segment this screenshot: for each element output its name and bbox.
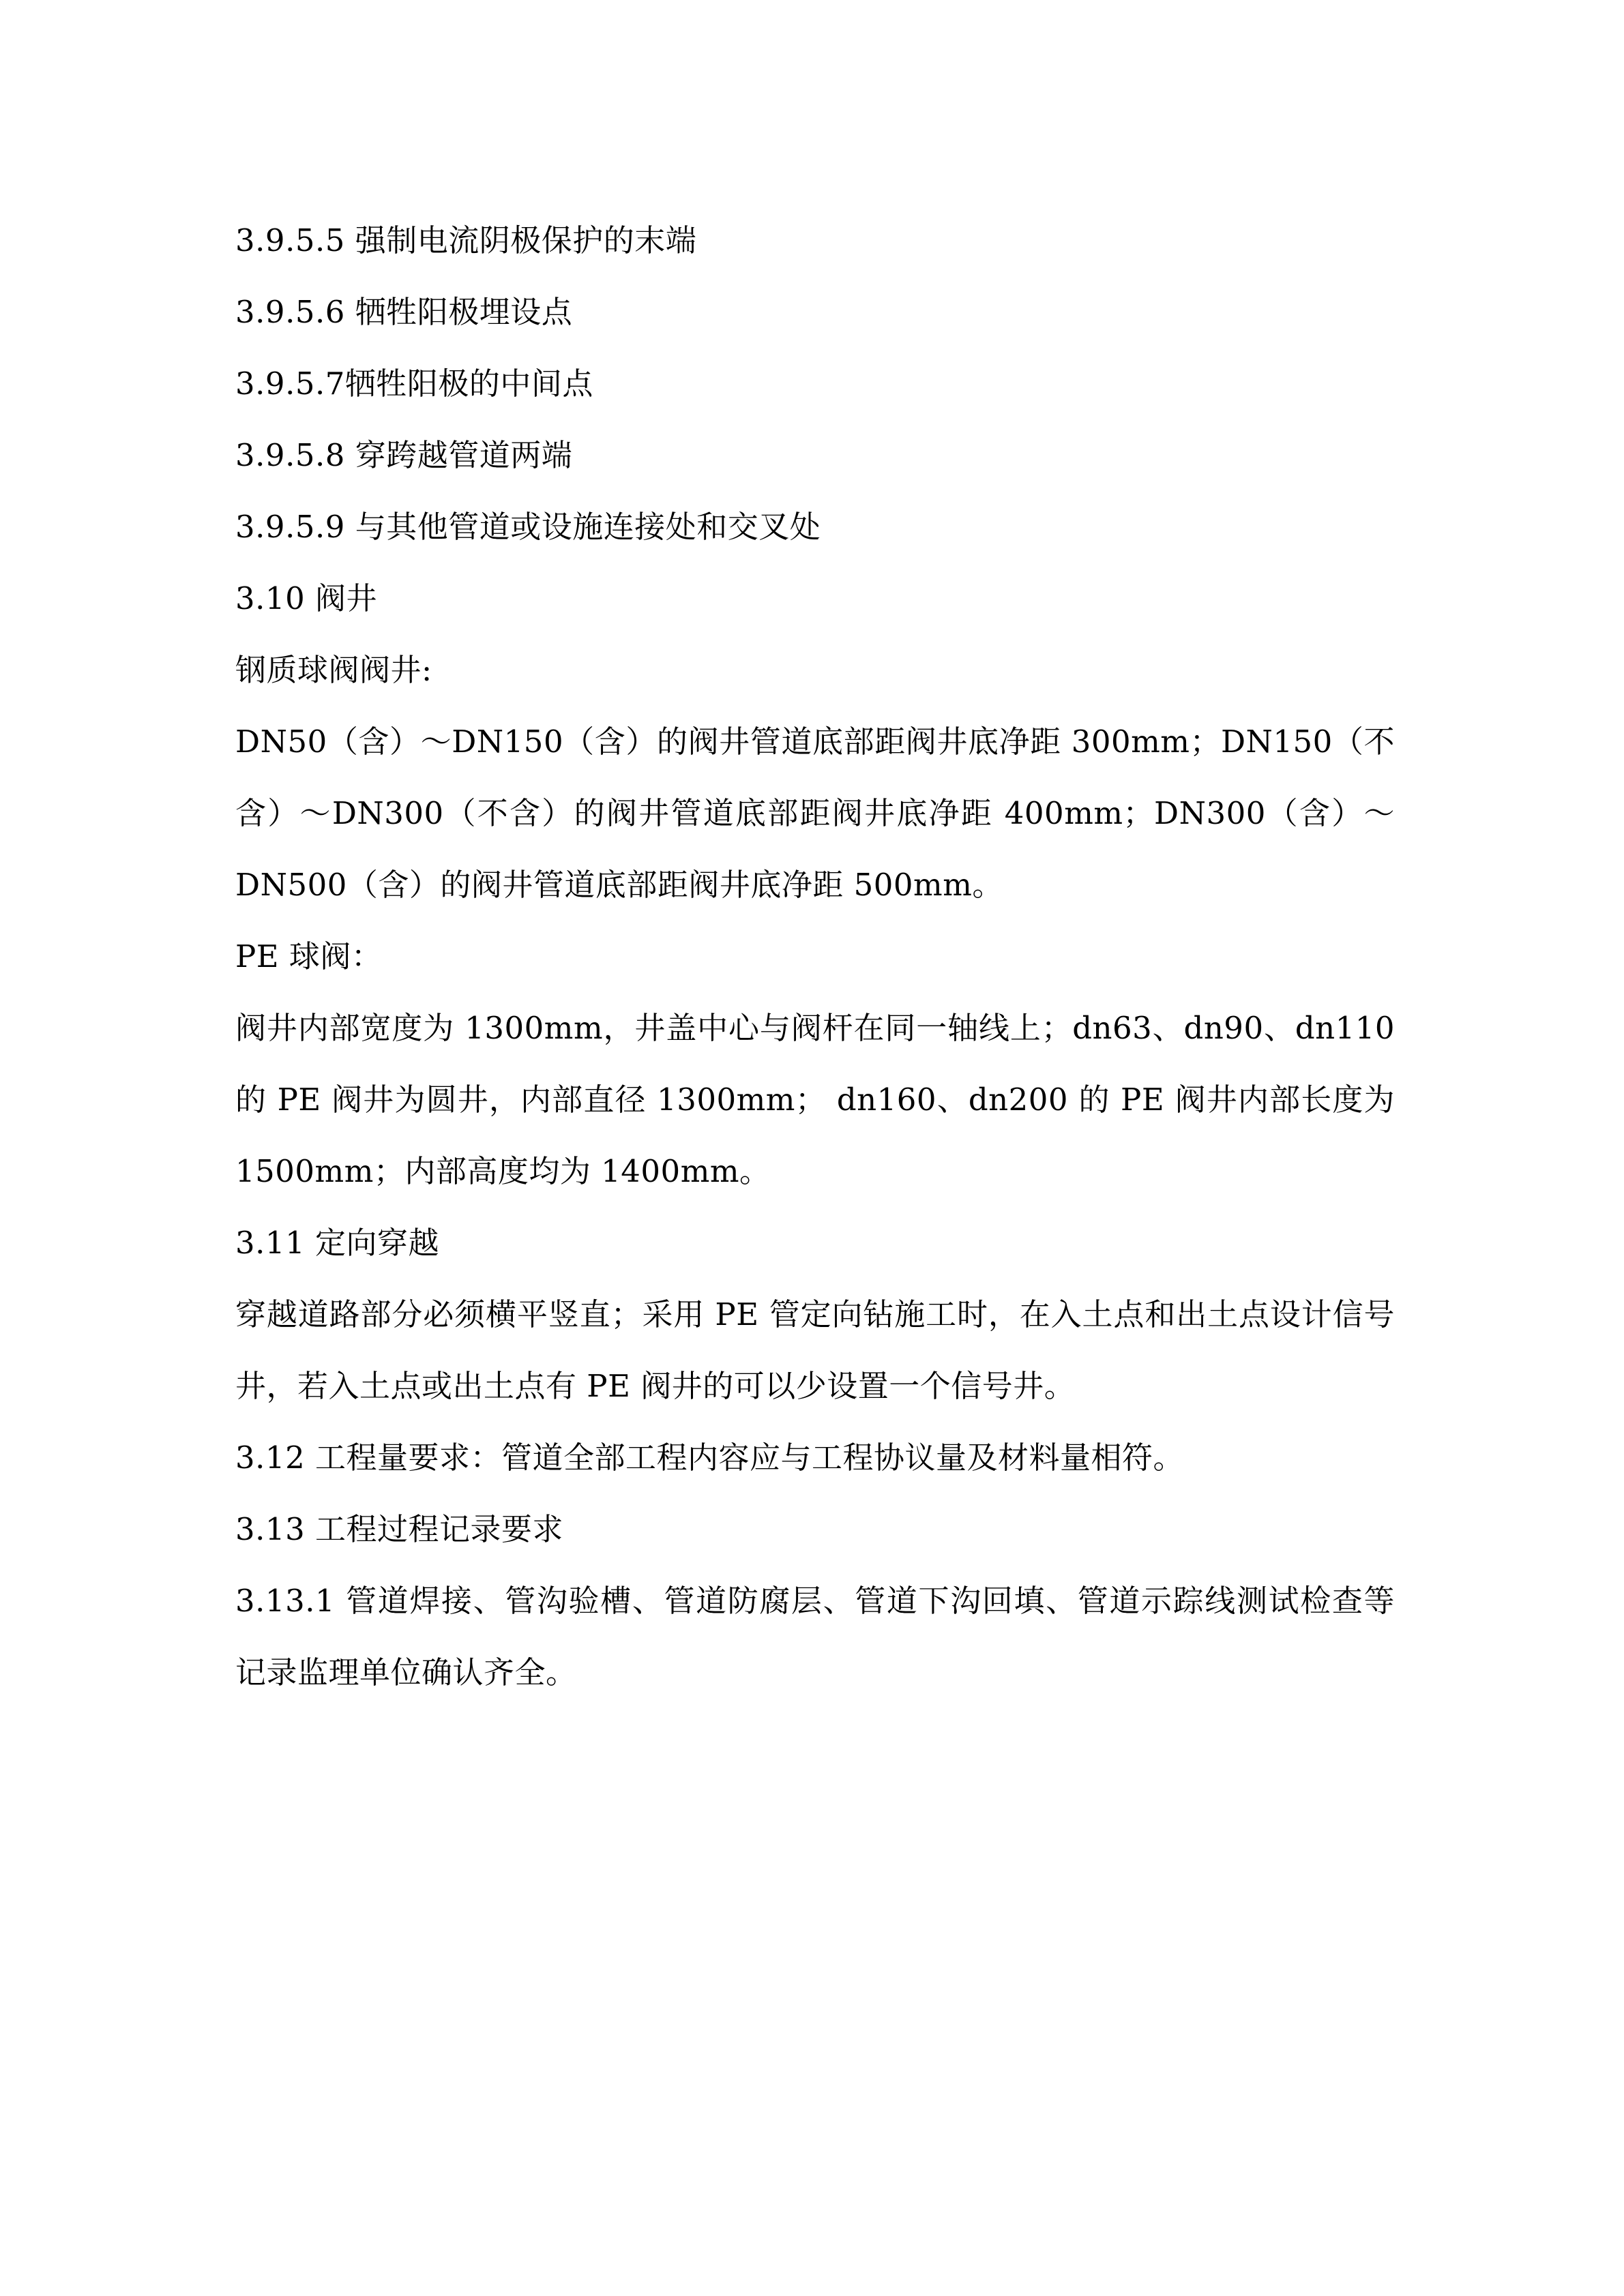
- paragraph-3-9-5-9: 3.9.5.9 与其他管道或设施连接处和交叉处: [235, 509, 821, 545]
- paragraph-3-13-1: 3.13.1 管道焊接、管沟验槽、管道防腐层、管道下沟回填、管道示踪线测试检查等记录监理单位确认齐全。: [235, 1583, 1395, 1690]
- paragraph-3-10-heading: 3.10 阀井: [235, 580, 377, 616]
- paragraph-3-13-heading: 3.13 工程过程记录要求: [235, 1511, 564, 1547]
- paragraph-steel-ball-valve-well: 钢质球阀阀井:: [235, 652, 432, 688]
- paragraph-3-9-5-8: 3.9.5.8 穿跨越管道两端: [235, 437, 573, 473]
- paragraph-pe-ball-valve: PE 球阀：: [235, 938, 383, 974]
- paragraph-3-9-5-5: 3.9.5.5 强制电流阴极保护的末端: [235, 222, 697, 258]
- paragraph-3-11-heading: 3.11 定向穿越: [235, 1225, 439, 1261]
- paragraph-3-9-5-7: 3.9.5.7牺牲阳极的中间点: [235, 366, 593, 402]
- paragraph-3-11-body: 穿越道路部分必须横平竖直；采用 PE 管定向钻施工时，在入土点和出土点设计信号井，若入土点或出土点有 PE 阀井的可以少设置一个信号井。: [235, 1296, 1395, 1404]
- document-body: [235, 205, 1405, 1708]
- paragraph-pe-well-dimensions: 阀井内部宽度为 1300mm，井盖中心与阀杆在同一轴线上；dn63、dn90、dn110 的 PE 阀井为圆井，内部直径 1300mm； dn160、dn200 的 PE 阀井内部长度为 1500mm；内部高度均为 1400mm。: [235, 1010, 1405, 1189]
- paragraph-3-9-5-6: 3.9.5.6 牺牲阳极埋设点: [235, 294, 573, 330]
- paragraph-3-12: 3.12 工程量要求：管道全部工程内容应与工程协议量及材料量相符。: [235, 1440, 1185, 1476]
- paragraph-dn-clearances: DN50（含）～DN150（含）的阀井管道底部距阀井底净距 300mm；DN150（不含）～DN300（不含）的阀井管道底部距阀井底净距 400mm；DN300（含）～DN500（含）的阀井管道底部距阀井底净距 500mm。: [235, 724, 1395, 903]
